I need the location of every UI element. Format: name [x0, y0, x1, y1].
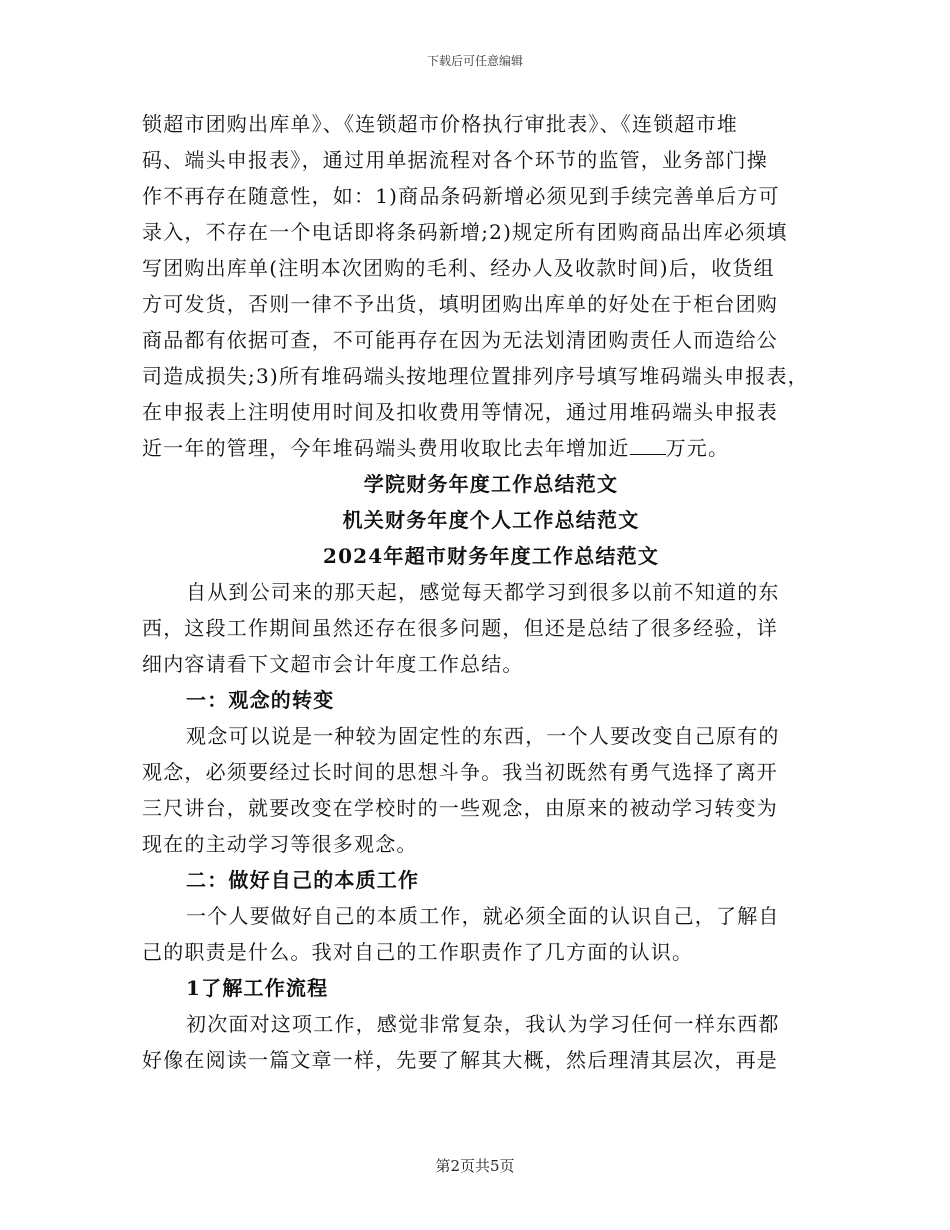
- last-line-unit: 万元。: [665, 436, 730, 460]
- subsection-heading-1: 1了解工作流程: [186, 976, 329, 1000]
- title-college-finance: 学院财务年度工作总结范文: [363, 472, 619, 496]
- title-agency-finance: 机关财务年度个人工作总结范文: [342, 508, 640, 532]
- section2-line: 一个人要做好自己的本质工作，就必须全面的认识自己，了解自: [186, 904, 780, 928]
- last-line-text: 近一年的管理，今年堆码端头费用收取比去年增加近: [142, 436, 630, 460]
- intro-line: 细内容请看下文超市会计年度工作总结。: [142, 652, 524, 676]
- section1-line: 三尺讲台，就要改变在学校时的一些观念，由原来的被动学习转变为: [142, 796, 778, 820]
- subsection1-line: 初次面对这项工作，感觉非常复杂，我认为学习任何一样东西都: [186, 1012, 780, 1036]
- section1-line: 观念，必须要经过长时间的思想斗争。我当初既然有勇气选择了离开: [142, 760, 778, 784]
- document-body: [142, 106, 822, 1078]
- section1-line: 观念可以说是一种较为固定性的东西，一个人要改变自己原有的: [186, 724, 780, 748]
- intro-line: 自从到公司来的那天起，感觉每天都学习到很多以前不知道的东: [186, 580, 780, 604]
- blank-underline: [630, 432, 666, 455]
- section-heading-1: 一：观念的转变: [186, 688, 335, 712]
- section1-line: 现在的主动学习等很多观念。: [142, 832, 418, 856]
- paragraph-last-line: [142, 430, 822, 466]
- paragraph-line: 商品都有依据可查，不可能再存在因为无法划清团购责任人而造给公: [142, 328, 778, 352]
- paragraph-line: 码、端头申报表》，通过用单据流程对各个环节的监管，业务部门操: [142, 148, 768, 172]
- paragraph-line: 在申报表上注明使用时间及扣收费用等情况，通过用堆码端头申报表: [142, 400, 778, 424]
- page-header-note: 下载后可任意编辑: [426, 54, 523, 68]
- paragraph-line: 方可发货，否则一律不予出货，填明团购出库单的好处在于柜台团购: [142, 292, 778, 316]
- paragraph-line: 写团购出库单(注明本次团购的毛利、经办人及收款时间)后，收货组: [142, 256, 775, 280]
- intro-line: 西，这段工作期间虽然还存在很多问题，但还是总结了很多经验，详: [142, 616, 778, 640]
- paragraph-line: 作不再存在随意性，如：1)商品条码新增必须见到手续完善单后方可: [142, 184, 780, 208]
- paragraph-line: 录入，不存在一个电话即将条码新增;2)规定所有团购商品出库必须填: [142, 220, 788, 244]
- paragraph-line: 司造成损失;3)所有堆码端头按地理位置排列序号填写堆码端头申报表，: [142, 364, 809, 388]
- paragraph-line: 锁超市团购出库单》、《连锁超市价格执行审批表》、《连锁超市堆: [142, 112, 738, 136]
- page-number: 第2页共5页: [435, 1157, 515, 1175]
- section-heading-2: 二：做好自己的本质工作: [186, 868, 420, 892]
- subsection1-line: 好像在阅读一篇文章一样，先要了解其大概，然后理清其层次，再是: [142, 1048, 778, 1072]
- section2-line: 己的职责是什么。我对自己的工作职责作了几方面的认识。: [142, 940, 694, 964]
- title-supermarket-finance: 2024年超市财务年度工作总结范文: [322, 544, 660, 568]
